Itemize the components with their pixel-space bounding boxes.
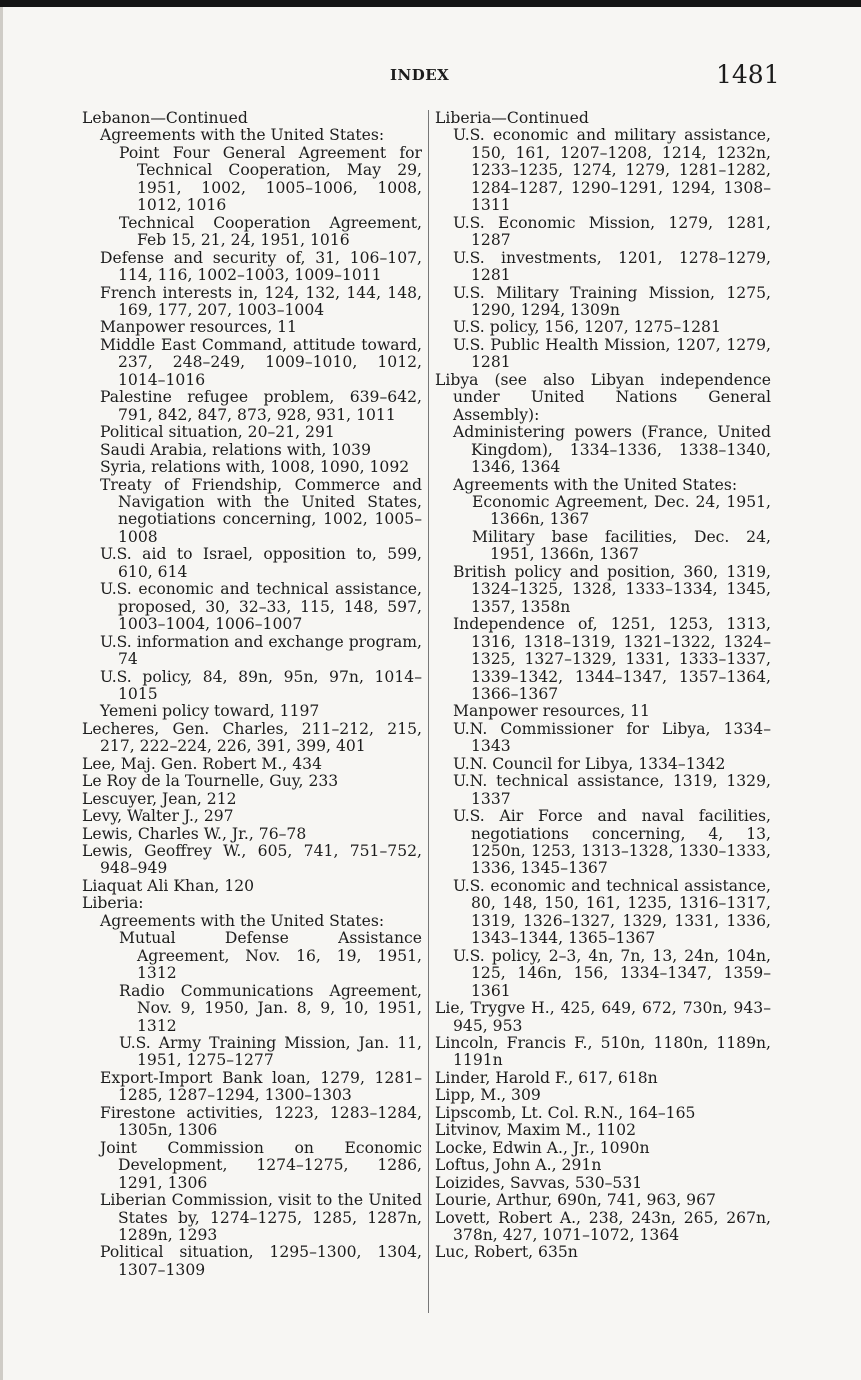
index-subentry: Economic Agreement, Dec. 24, 1951, 1366n, 1367 xyxy=(472,492,771,529)
index-entry: Lourie, Arthur, 690n, 741, 963, 967 xyxy=(435,1191,716,1210)
index-subentry: Manpower resources, 11 xyxy=(453,702,650,721)
page-number: 1481 xyxy=(716,60,780,89)
index-subentry: U.S. policy, 2–3, 4n, 7n, 13, 24n, 104n, 125, 146n, 156, 1334–1347, 1359–1361 xyxy=(453,946,771,1000)
index-subentry: U.S. economic and technical assistance, proposed, 30, 32–33, 115, 148, 597, 1003–1004, 1006–1007 xyxy=(100,580,422,634)
index-subentry: Mutual Defense Assistance Agreement, Nov. 16, 19, 1951, 1312 xyxy=(119,929,422,983)
index-entry: Lescuyer, Jean, 212 xyxy=(82,789,237,808)
index-subentry: Political situation, 1295–1300, 1304, 1307–1309 xyxy=(100,1243,422,1279)
index-subentry: U.S. Army Training Mission, Jan. 11, 1951, 1275–1277 xyxy=(119,1034,422,1070)
index-subentry: U.N. technical assistance, 1319, 1329, 1337 xyxy=(453,772,771,808)
index-subentry: Yemeni policy toward, 1197 xyxy=(100,702,320,721)
index-entry: Lipp, M., 309 xyxy=(435,1086,541,1105)
index-subentry: Firestone activities, 1223, 1283–1284, 1305n, 1306 xyxy=(100,1103,422,1140)
index-column-left xyxy=(82,110,422,1279)
index-entry: Loizides, Savvas, 530–531 xyxy=(435,1173,643,1192)
index-subentry: Agreements with the United States: xyxy=(100,126,385,145)
index-subentry: U.S. policy, 156, 1207, 1275–1281 xyxy=(453,318,721,337)
index-entry: Lee, Maj. Gen. Robert M., 434 xyxy=(82,754,322,773)
index-subentry: British policy and position, 360, 1319, 1324–1325, 1328, 1333–1334, 1345, 1357, 1358n xyxy=(453,562,771,616)
index-subentry: Defense and security of, 31, 106–107, 114, 116, 1002–1003, 1009–1011 xyxy=(100,248,422,285)
index-entry: Loftus, John A., 291n xyxy=(435,1156,602,1175)
index-subentry: U.S. Public Health Mission, 1207, 1279, 1281 xyxy=(453,335,771,372)
index-entry: Lecheres, Gen. Charles, 211–212, 215, 217, 222–224, 226, 391, 399, 401 xyxy=(82,719,422,756)
index-subentry: U.S. information and exchange program, 74 xyxy=(100,632,422,669)
index-entry: Lewis, Charles W., Jr., 76–78 xyxy=(82,824,307,843)
index-subentry: Administering powers (France, United Kingdom), 1334–1336, 1338–1340, 1346, 1364 xyxy=(453,423,771,477)
index-subentry: Radio Communications Agreement, Nov. 9, 1950, Jan. 8, 9, 10, 1951, 1312 xyxy=(119,981,422,1035)
index-subentry: Palestine refugee problem, 639–642, 791, 842, 847, 873, 928, 931, 1011 xyxy=(100,388,422,424)
index-subentry: Liberian Commission, visit to the United States by, 1274–1275, 1285, 1287n, 1289n, 1293 xyxy=(100,1191,422,1244)
index-entry: Lipscomb, Lt. Col. R.N., 164–165 xyxy=(435,1103,696,1122)
index-subentry: Point Four General Agreement for Technical Cooperation, May 29, 1951, 1002, 1005–1006, 1008, 1012, 1016 xyxy=(119,143,422,215)
index-entry: Lovett, Robert A., 238, 243n, 265, 267n, 378n, 427, 1071–1072, 1364 xyxy=(435,1208,771,1244)
index-subentry: U.S. investments, 1201, 1278–1279, 1281 xyxy=(453,248,771,285)
index-entry: Le Roy de la Tournelle, Guy, 233 xyxy=(82,772,339,791)
running-header-title: INDEX xyxy=(390,66,450,84)
index-subentry: U.S. economic and technical assistance, 80, 148, 150, 161, 1235, 1316–1317, 1319, 1326–1327, 1329, 1331, 1336, 1343–1344, 1365–1367 xyxy=(453,876,771,948)
index-subentry: U.S. economic and military assistance, 150, 161, 1207–1208, 1214, 1232n, 1233–1235, 1274, 1279, 1281–1282, 1284–1287, 1290–1291, 1294, 1308–1311 xyxy=(453,126,771,215)
index-entry: Liaquat Ali Khan, 120 xyxy=(82,876,255,895)
index-entry: Lewis, Geoffrey W., 605, 741, 751–752, 948–949 xyxy=(82,842,422,878)
index-column-right xyxy=(435,110,771,1262)
index-subentry: U.S. aid to Israel, opposition to, 599, 610, 614 xyxy=(100,545,422,581)
column-divider xyxy=(428,110,429,1313)
top-edge-bar xyxy=(0,0,861,7)
index-entry: Linder, Harold F., 617, 618n xyxy=(435,1068,658,1087)
index-subentry: Treaty of Friendship, Commerce and Navigation with the United States, negotiations concerning, 1002, 1005–1008 xyxy=(100,475,422,546)
index-subentry: Agreements with the United States: xyxy=(100,911,385,930)
index-subentry: Saudi Arabia, relations with, 1039 xyxy=(100,440,371,459)
index-entry: Liberia—Continued xyxy=(435,109,589,127)
index-subentry: Middle East Command, attitude toward, 237, 248–249, 1009–1010, 1012, 1014–1016 xyxy=(100,335,422,389)
index-subentry: U.S. policy, 84, 89n, 95n, 97n, 1014–1015 xyxy=(100,667,422,703)
index-subentry: French interests in, 124, 132, 144, 148, 169, 177, 207, 1003–1004 xyxy=(100,283,422,319)
index-entry: Lincoln, Francis F., 510n, 1180n, 1189n, 1191n xyxy=(435,1034,771,1070)
index-subentry: Syria, relations with, 1008, 1090, 1092 xyxy=(100,458,410,477)
index-subentry: Export-Import Bank loan, 1279, 1281–1285, 1287–1294, 1300–1303 xyxy=(100,1068,422,1105)
index-entry: Libya (see also Libyan independence under United Nations General Assembly): xyxy=(435,370,771,424)
page-left-edge xyxy=(0,7,3,1380)
index-entry: Locke, Edwin A., Jr., 1090n xyxy=(435,1138,650,1157)
index-subentry: Manpower resources, 11 xyxy=(100,318,297,337)
index-subentry: Joint Commission on Economic Development, 1274–1275, 1286, 1291, 1306 xyxy=(100,1138,422,1192)
index-entry: Luc, Robert, 635n xyxy=(435,1243,578,1262)
index-entry: Lie, Trygve H., 425, 649, 672, 730n, 943–945, 953 xyxy=(435,999,771,1035)
index-entry: Levy, Walter J., 297 xyxy=(82,807,234,826)
index-subentry: Military base facilities, Dec. 24, 1951, 1366n, 1367 xyxy=(472,527,771,564)
index-subentry: U.S. Economic Mission, 1279, 1281, 1287 xyxy=(453,213,771,250)
index-entry: Lebanon—Continued xyxy=(82,109,248,127)
index-entry: Liberia: xyxy=(82,894,144,913)
index-subentry: Independence of, 1251, 1253, 1313, 1316, 1318–1319, 1321–1322, 1324–1325, 1327–1329, 1331, 1333–1337, 1339–1342, 1344–1347, 1357–1364, 1366–1367 xyxy=(453,615,771,703)
index-subentry: U.N. Commissioner for Libya, 1334–1343 xyxy=(453,719,771,756)
index-subentry: U.S. Military Training Mission, 1275, 1290, 1294, 1309n xyxy=(453,283,771,319)
index-subentry: Agreements with the United States: xyxy=(453,475,738,494)
index-subentry: U.N. Council for Libya, 1334–1342 xyxy=(453,754,726,773)
index-subentry: U.S. Air Force and naval facilities, negotiations concerning, 4, 13, 1250n, 1253, 1313–1328, 1330–1333, 1336, 1345–1367 xyxy=(453,807,771,878)
index-entry: Litvinov, Maxim M., 1102 xyxy=(435,1121,637,1140)
index-subentry: Political situation, 20–21, 291 xyxy=(100,423,335,442)
index-subentry: Technical Cooperation Agreement, Feb 15, 21, 24, 1951, 1016 xyxy=(119,213,422,250)
